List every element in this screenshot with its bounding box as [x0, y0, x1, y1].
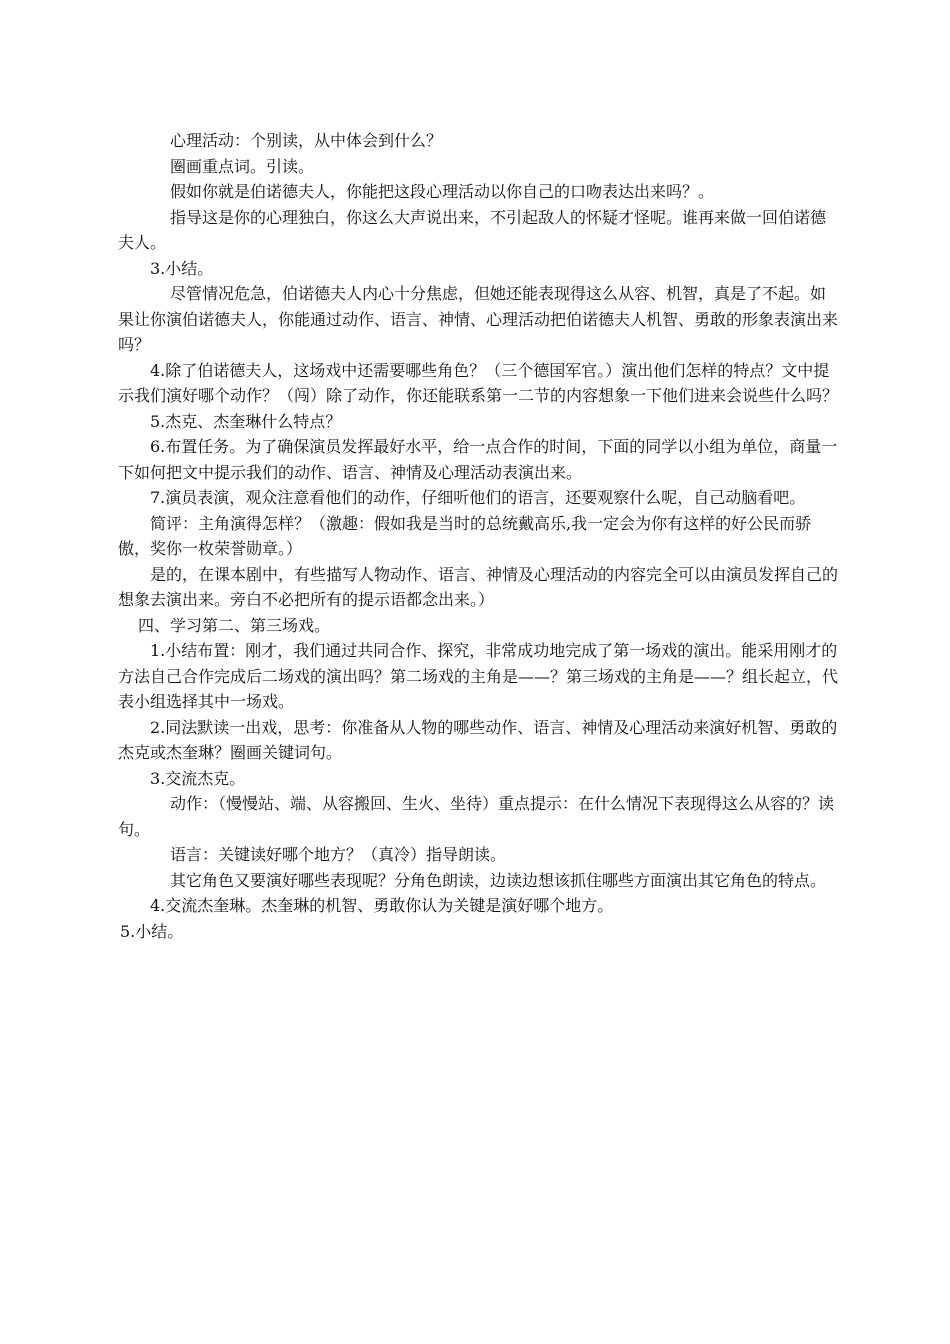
paragraph-despite-danger: 尽管情况危急，伯诺德夫人内心十分焦虑，但她还能表现得这么从容、机智，真是了不起。如果让你演伯诺德夫人，你能通过动作、语言、神情、心理活动把伯诺德夫人机智、勇敢的形象表演出来吗？: [118, 284, 839, 354]
paragraph-item-5-summary: 5.小结。: [120, 921, 184, 941]
paragraph-item-1-summary: 1.小结布置：刚才，我们通过共同合作、探究，非常成功地完成了第一场戏的演出。能采用刚才的方法自己合作完成后二场戏的演出吗？第二场戏的主角是——？第三场戏的主角是——？组长起立，代表小组选择其中一场戏。: [118, 641, 839, 711]
paragraph-summary-3: 3.小结。: [150, 258, 214, 278]
paragraph-item-2-silent-read: 2.同法默读一出戏，思考：你准备从人物的哪些动作、语言、神情及心理活动来演好机智、勇敢的杰克或杰奎琳？圈画关键词句。: [118, 717, 838, 762]
paragraph-item-7-perform: 7.演员表演，观众注意看他们的动作，仔细听他们的语言，还要观察什么呢，自己动脑看吧。: [150, 488, 806, 507]
paragraph-item-4-jacqueline: 4.交流杰奎琳。杰奎琳的机智、勇敢你认为关键是演好哪个地方。: [150, 896, 614, 915]
paragraph-circle-keywords: 圈画重点词。引读。: [170, 156, 315, 176]
paragraph-other-roles: 其它角色又要演好哪些表现呢？分角色朗读，边读边想该抓住哪些方面演出其它角色的特点。: [170, 870, 827, 890]
paragraph-item-4-roles: 4.除了伯诺德夫人，这场戏中还需要哪些角色？（三个德国军官。）演出他们怎样的特点？文中提示我们演好哪个动作？（闯）除了动作，你还能联系第一二节的内容想象一下他们进来会说些什么吗？: [118, 360, 839, 405]
paragraph-item-6-task: 6.布置任务。为了确保演员发挥最好水平，给一点合作的时间，下面的同学以小组为单位，商量一下如何把文中提示我们的动作、语言、神情及心理活动表演出来。: [118, 437, 838, 482]
paragraph-yes-in-play: 是的，在课本剧中，有些描写人物动作、语言、神情及心理活动的内容完全可以由演员发挥自己的想象去演出来。旁白不必把所有的提示语都念出来。）: [118, 564, 839, 609]
paragraph-actions: 动作：（慢慢站、端、从容搬回、生火、坐待）重点提示：在什么情况下表现得这么从容的？读句。: [118, 794, 835, 839]
paragraph-psychology-question: 心理活动：个别读，从中体会到什么？: [170, 131, 443, 150]
paragraph-guidance-monologue: 指导这是你的心理独白，你这么大声说出来，不引起敌人的怀疑才怪呢。谁再来做一回伯诺德夫人。: [118, 207, 827, 252]
section-heading-four: 四、学习第二、第三场戏。: [138, 615, 331, 635]
paragraph-item-5-traits: 5.杰克、杰奎琳什么特点？: [150, 411, 342, 431]
document-body: [118, 128, 838, 944]
paragraph-if-you-were: 假如你就是伯诺德夫人，你能把这段心理活动以你自己的口吻表达出来吗？。: [170, 182, 715, 201]
paragraph-item-3-jack: 3.交流杰克。: [150, 768, 246, 788]
paragraph-brief-review: 简评：主角演得怎样？（激趣：假如我是当时的总统戴高乐,我一定会为你有这样的好公民而骄傲，奖你一枚荣誉勋章。）: [118, 513, 812, 558]
paragraph-language: 语言：关键读好哪个地方？（真冷）指导朗读。: [170, 845, 507, 864]
